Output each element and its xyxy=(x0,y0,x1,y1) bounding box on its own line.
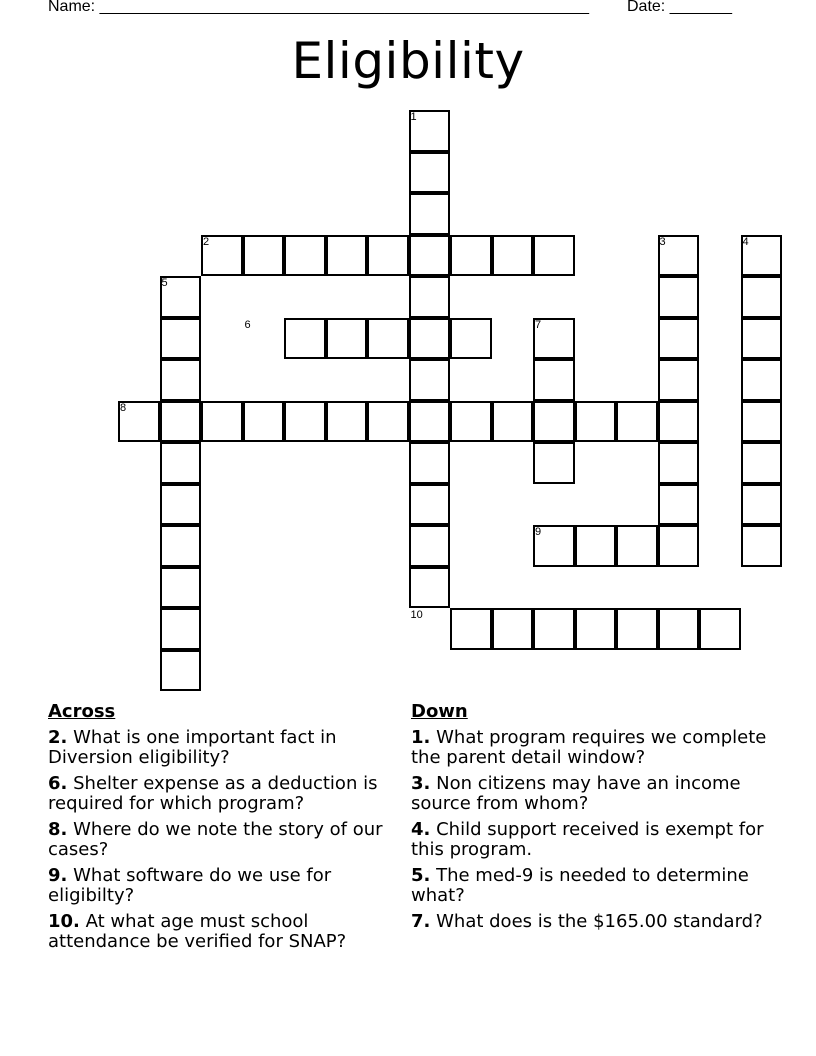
clue-text: Non citizens may have an income source from whom? xyxy=(411,773,741,814)
grid-cell[interactable] xyxy=(160,401,202,443)
grid-cell[interactable] xyxy=(450,401,492,443)
grid-cell[interactable] xyxy=(160,608,202,650)
grid-cell[interactable] xyxy=(201,401,243,443)
down-clue xyxy=(411,912,791,932)
clue-text: At what age must school attendance be verified for SNAP? xyxy=(48,911,347,952)
grid-cell[interactable] xyxy=(658,401,700,443)
clue-number: 7. xyxy=(411,911,431,932)
clue-number: 1. xyxy=(411,727,431,748)
grid-cell[interactable] xyxy=(409,401,451,443)
grid-cell[interactable] xyxy=(160,442,202,484)
clue-text: Shelter expense as a deduction is required for which program? xyxy=(48,773,378,814)
grid-cell[interactable] xyxy=(658,484,700,526)
grid-cell[interactable] xyxy=(450,608,492,650)
grid-cell[interactable] xyxy=(741,401,783,443)
date-field: Date: _______ xyxy=(627,0,732,15)
across-clue xyxy=(48,820,398,860)
across-clues xyxy=(48,702,398,958)
grid-cell[interactable] xyxy=(741,359,783,401)
grid-cell[interactable] xyxy=(367,235,409,277)
grid-cell[interactable] xyxy=(741,276,783,318)
grid-cell[interactable] xyxy=(160,567,202,609)
grid-cell[interactable] xyxy=(326,318,368,360)
grid-cell[interactable] xyxy=(243,401,285,443)
grid-cell[interactable] xyxy=(492,401,534,443)
grid-cell[interactable] xyxy=(367,401,409,443)
grid-cell[interactable] xyxy=(616,401,658,443)
grid-cell[interactable] xyxy=(741,525,783,567)
clue-number-label: 10 xyxy=(410,609,423,621)
clue-number: 2. xyxy=(48,727,68,748)
clue-text: Where do we note the story of our cases? xyxy=(48,819,383,860)
down-clue xyxy=(411,866,791,906)
clue-text: What does is the $165.00 standard? xyxy=(436,911,763,932)
grid-cell[interactable] xyxy=(533,608,575,650)
grid-cell[interactable] xyxy=(160,359,202,401)
grid-cell[interactable] xyxy=(160,318,202,360)
grid-cell[interactable] xyxy=(533,359,575,401)
grid-cell[interactable] xyxy=(450,318,492,360)
grid-cell[interactable] xyxy=(658,276,700,318)
grid-cell[interactable] xyxy=(160,525,202,567)
grid-cell[interactable] xyxy=(741,442,783,484)
clue-number-label: 4 xyxy=(742,235,749,248)
clue-text: What software do we use for eligibilty? xyxy=(48,865,332,906)
clue-text: The med-9 is needed to determine what? xyxy=(411,865,749,906)
grid-cell[interactable] xyxy=(409,193,451,235)
clue-text: What is one important fact in Diversion eligibility? xyxy=(48,727,337,768)
grid-cell[interactable] xyxy=(409,318,451,360)
grid-cell[interactable] xyxy=(575,608,617,650)
grid-cell[interactable] xyxy=(409,359,451,401)
grid-cell[interactable] xyxy=(243,235,285,277)
down-clue xyxy=(411,728,791,768)
grid-cell[interactable] xyxy=(658,525,700,567)
name-field: Name: _______________________________________________________ xyxy=(48,0,589,15)
clue-number-label: 3 xyxy=(659,235,666,248)
across-clue xyxy=(48,774,398,814)
grid-cell[interactable] xyxy=(284,401,326,443)
grid-cell[interactable] xyxy=(616,608,658,650)
across-clue xyxy=(48,728,398,768)
clue-number: 6. xyxy=(48,773,68,794)
clue-number: 4. xyxy=(411,819,431,840)
clue-text: Child support received is exempt for this program. xyxy=(411,819,764,860)
across-clue xyxy=(48,866,398,906)
clue-number: 10. xyxy=(48,911,80,932)
grid-cell[interactable] xyxy=(699,608,741,650)
grid-cell[interactable] xyxy=(741,484,783,526)
across-clue xyxy=(48,912,398,952)
grid-cell[interactable] xyxy=(533,235,575,277)
down-clues xyxy=(411,702,791,938)
grid-cell[interactable] xyxy=(658,442,700,484)
grid-cell[interactable] xyxy=(409,525,451,567)
grid-cell[interactable] xyxy=(533,401,575,443)
grid-cell[interactable] xyxy=(409,484,451,526)
clue-text: What program requires we complete the parent detail window? xyxy=(411,727,767,768)
grid-cell[interactable] xyxy=(284,318,326,360)
grid-cell[interactable] xyxy=(658,608,700,650)
clue-number: 5. xyxy=(411,865,431,886)
grid-cell[interactable] xyxy=(533,442,575,484)
down-clue xyxy=(411,774,791,814)
clue-number: 9. xyxy=(48,865,68,886)
grid-cell[interactable] xyxy=(326,235,368,277)
puzzle-title: Eligibility xyxy=(291,32,525,90)
across-heading: Across xyxy=(48,701,116,722)
grid-cell[interactable] xyxy=(450,235,492,277)
grid-cell[interactable] xyxy=(409,567,451,609)
grid-cell[interactable] xyxy=(658,359,700,401)
grid-cell[interactable] xyxy=(616,525,658,567)
clue-number-label: 7 xyxy=(535,318,542,331)
grid-cell[interactable] xyxy=(409,235,451,277)
grid-cell[interactable] xyxy=(658,318,700,360)
grid-cell[interactable] xyxy=(741,318,783,360)
grid-cell[interactable] xyxy=(575,525,617,567)
grid-cell[interactable] xyxy=(409,442,451,484)
clue-number-label: 5 xyxy=(161,277,168,289)
grid-cell[interactable] xyxy=(160,650,202,692)
down-heading: Down xyxy=(411,701,468,722)
grid-cell[interactable] xyxy=(326,401,368,443)
clue-number-label: 1 xyxy=(410,111,417,123)
clue-number: 8. xyxy=(48,819,68,840)
clue-number-label: 8 xyxy=(120,401,127,414)
down-clue xyxy=(411,820,791,860)
grid-cell[interactable] xyxy=(575,401,617,443)
grid-cell[interactable] xyxy=(492,608,534,650)
grid-cell[interactable] xyxy=(367,318,409,360)
clue-number-label: 6 xyxy=(244,318,251,331)
grid-cell[interactable] xyxy=(492,235,534,277)
clue-number: 3. xyxy=(411,773,431,794)
clue-number-label: 2 xyxy=(203,235,210,248)
grid-cell[interactable] xyxy=(284,235,326,277)
grid-cell[interactable] xyxy=(409,152,451,194)
grid-cell[interactable] xyxy=(409,276,451,318)
grid-cell[interactable] xyxy=(160,484,202,526)
clue-number-label: 9 xyxy=(535,526,542,538)
